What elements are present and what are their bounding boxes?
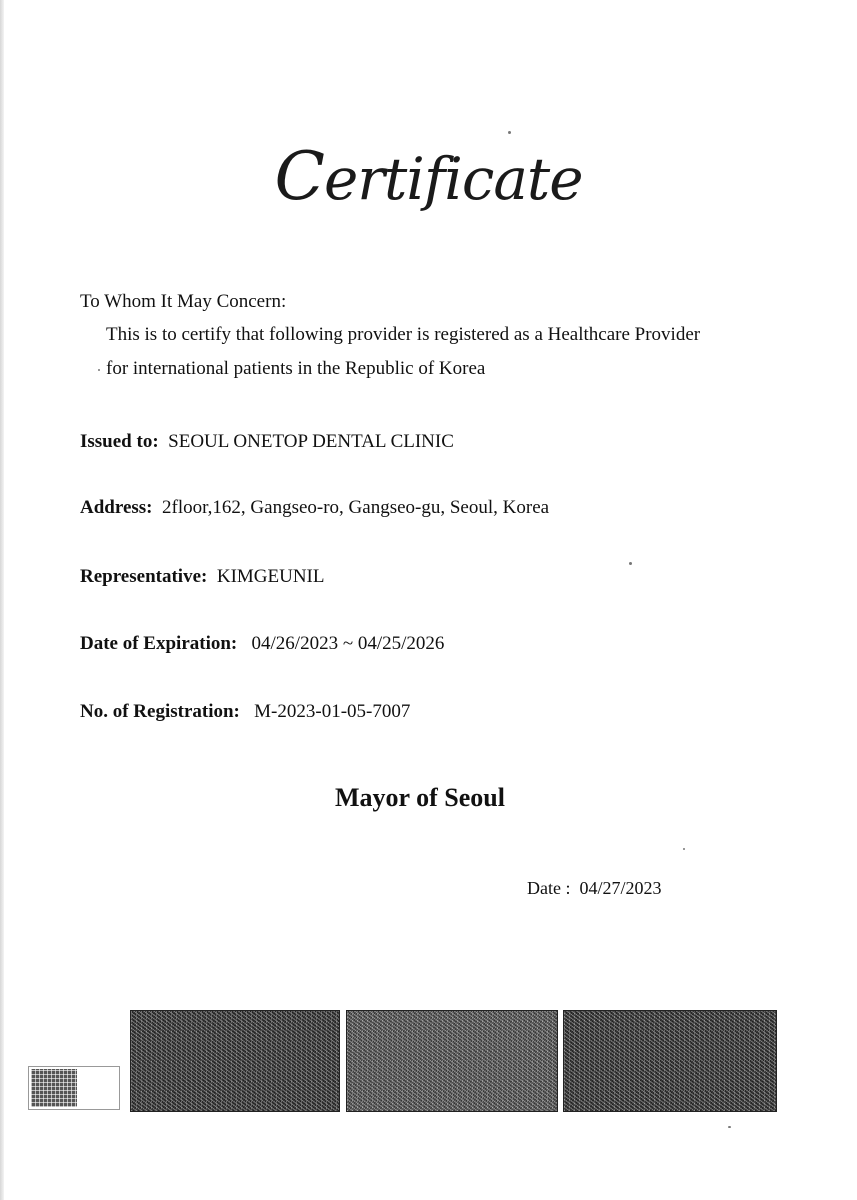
scan-speck bbox=[629, 562, 632, 565]
security-seal-right bbox=[563, 1010, 777, 1112]
certificate-title bbox=[0, 138, 857, 215]
scan-speck bbox=[683, 848, 685, 850]
expiration-label: Date of Expiration: bbox=[80, 633, 238, 654]
title-rest: ertificate bbox=[323, 145, 583, 213]
expiration-value: 04/26/2023 ~ 04/25/2026 bbox=[251, 633, 445, 654]
issued-to-value: SEOUL ONETOP DENTAL CLINIC bbox=[168, 431, 454, 452]
address-row bbox=[80, 497, 549, 519]
body-text-line-1: This is to certify that following provider is registered as a Healthcare Provider bbox=[106, 324, 701, 345]
representative-row bbox=[80, 566, 325, 588]
representative-label: Representative: bbox=[80, 566, 208, 587]
body-text-line-2: for international patients in the Republic of Korea bbox=[106, 358, 486, 379]
qr-code-pattern bbox=[31, 1069, 77, 1107]
title-initial: C bbox=[274, 138, 324, 215]
security-seal-middle bbox=[346, 1010, 558, 1112]
address-value: 2floor,162, Gangseo-ro, Gangseo-gu, Seoul, Korea bbox=[162, 497, 550, 518]
issue-date-label: Date : bbox=[527, 878, 571, 898]
issue-date-row bbox=[527, 878, 662, 899]
qr-code-box bbox=[28, 1066, 120, 1110]
registration-row bbox=[80, 701, 410, 723]
issue-date-value: 04/27/2023 bbox=[579, 878, 662, 898]
scan-speck bbox=[98, 369, 100, 371]
registration-value: M-2023-01-05-7007 bbox=[254, 701, 411, 722]
scan-speck bbox=[508, 131, 511, 134]
address-label: Address: bbox=[80, 497, 153, 518]
issued-to-row bbox=[80, 431, 454, 453]
representative-value: KIMGEUNIL bbox=[216, 566, 325, 587]
registration-label: No. of Registration: bbox=[80, 701, 240, 722]
expiration-row bbox=[80, 633, 444, 655]
issuer-name: Mayor of Seoul bbox=[335, 783, 505, 812]
security-seal-left bbox=[130, 1010, 340, 1112]
salutation: To Whom It May Concern: bbox=[80, 291, 287, 312]
scan-speck bbox=[728, 1126, 731, 1128]
issued-to-label: Issued to: bbox=[80, 431, 159, 452]
